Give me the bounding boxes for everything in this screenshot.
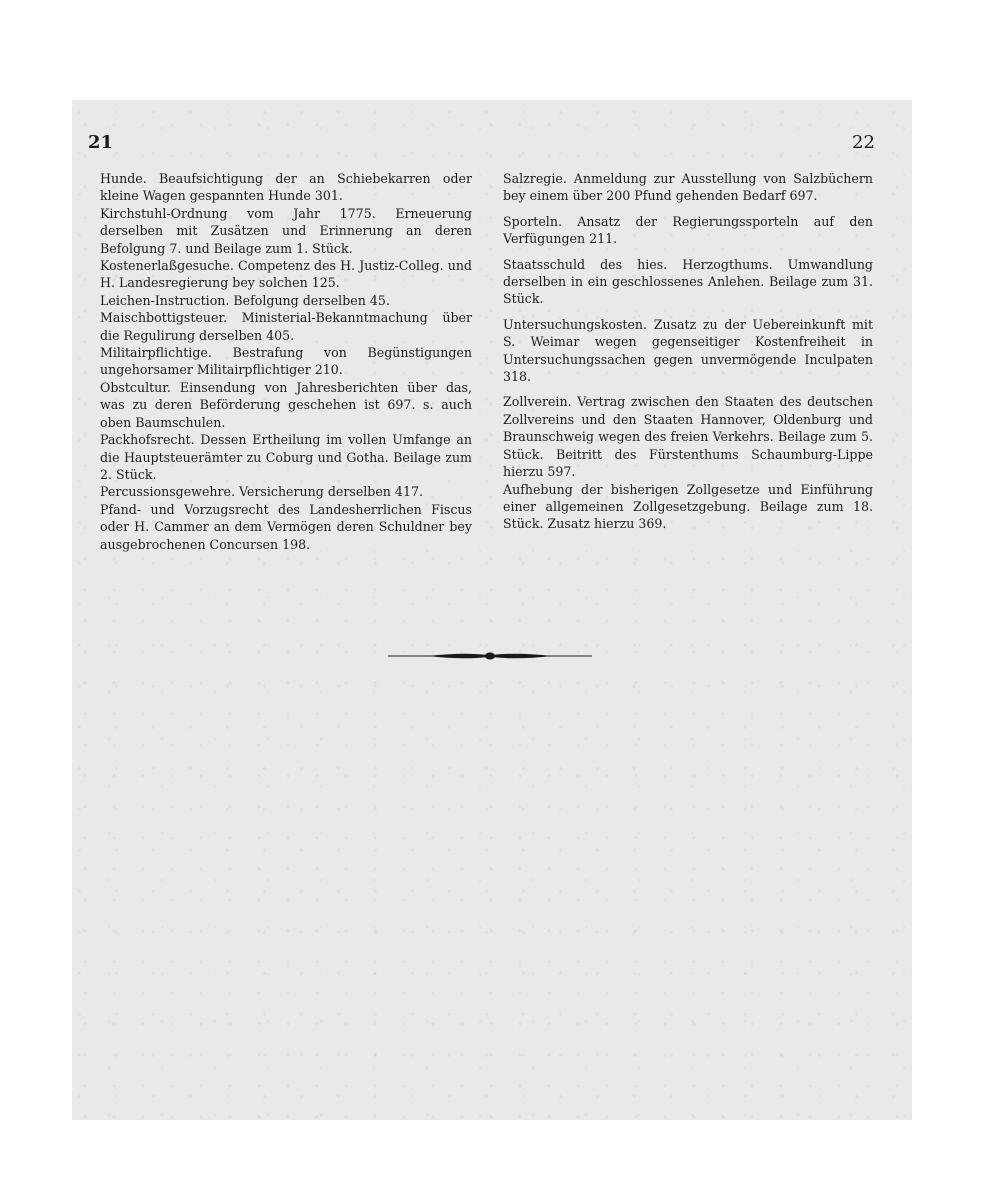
index-entry: Maischbottigsteuer. Ministerial-Bekanntmachung über die Regulirung derselben 405.	[100, 310, 472, 343]
index-entry: Militairpflichtige. Bestrafung von Begünstigungen ungehorsamer Militairpflichtiger 210.	[100, 345, 472, 378]
index-entry: Obstcultur. Einsendung von Jahresberichten über das, was zu deren Beförderung geschehen ist 697. s. auch oben Baumschulen.	[100, 379, 472, 430]
index-entry: Sporteln. Ansatz der Regierungssporteln auf den Verfügungen 211.	[503, 213, 873, 247]
divider-ornament-icon	[388, 648, 592, 664]
index-entry: Percussionsgewehre. Versicherung derselben 417.	[100, 484, 423, 500]
index-column-right	[503, 170, 873, 541]
index-entry: Pfand- und Vorzugsrecht des Landesherrlichen Fiscus oder H. Cammer an dem Vermögen deren Schuldner bey ausgebrochenen Concursen 198.	[100, 501, 472, 552]
index-entry: Kirchstuhl-Ordnung vom Jahr 1775. Erneuerung derselben mit Zusätzen und Erinnerung an deren Befolgung 7. und Beilage zum 1. Stück.	[100, 205, 472, 256]
index-entry: Packhofsrecht. Dessen Ertheilung im vollen Umfange an die Hauptsteuerämter zu Coburg und Gotha. Beilage zum 2. Stück.	[100, 432, 472, 482]
index-column-left	[100, 170, 472, 553]
index-entry: Staatsschuld des hies. Herzogthums. Umwandlung derselben in ein geschlossenes Anlehen. Beilage zum 31. Stück.	[503, 256, 873, 307]
index-entry: Untersuchungskosten. Zusatz zu der Uebereinkunft mit S. Weimar wegen gegenseitiger Kostenfreiheit in Untersuchungssachen gegen unvermögende Inculpaten 318.	[503, 316, 873, 385]
index-entry: Kostenerlaßgesuche. Competenz des H. Justiz-Colleg. und H. Landesregierung bey solchen 125.	[100, 258, 472, 291]
index-entry: Aufhebung der bisherigen Zollgesetze und Einführung einer allgemeinen Zollgesetzgebung. Beilage zum 18. Stück. Zusatz hierzu 369.	[503, 481, 873, 532]
index-entry: Hunde. Beaufsichtigung der an Schiebekarren oder kleine Wagen gespannten Hunde 301.	[100, 171, 472, 204]
page-number-right: 22	[852, 132, 875, 153]
index-entry: Zollverein. Vertrag zwischen den Staaten des deutschen Zollvereins und den Staaten Hannover, Oldenburg und Braunschweig wegen des freien Verkehrs. Beilage zum 5. Stück. Beitritt des Fürstenthums Schaumburg-Lippe hierzu 597.	[503, 394, 873, 480]
page-number-left: 21	[88, 132, 114, 153]
index-entry: Leichen-Instruction. Befolgung derselben 45.	[100, 292, 390, 308]
index-entry: Salzregie. Anmeldung zur Ausstellung von Salzbüchern bey einem über 200 Pfund gehenden Bedarf 697.	[503, 171, 873, 204]
